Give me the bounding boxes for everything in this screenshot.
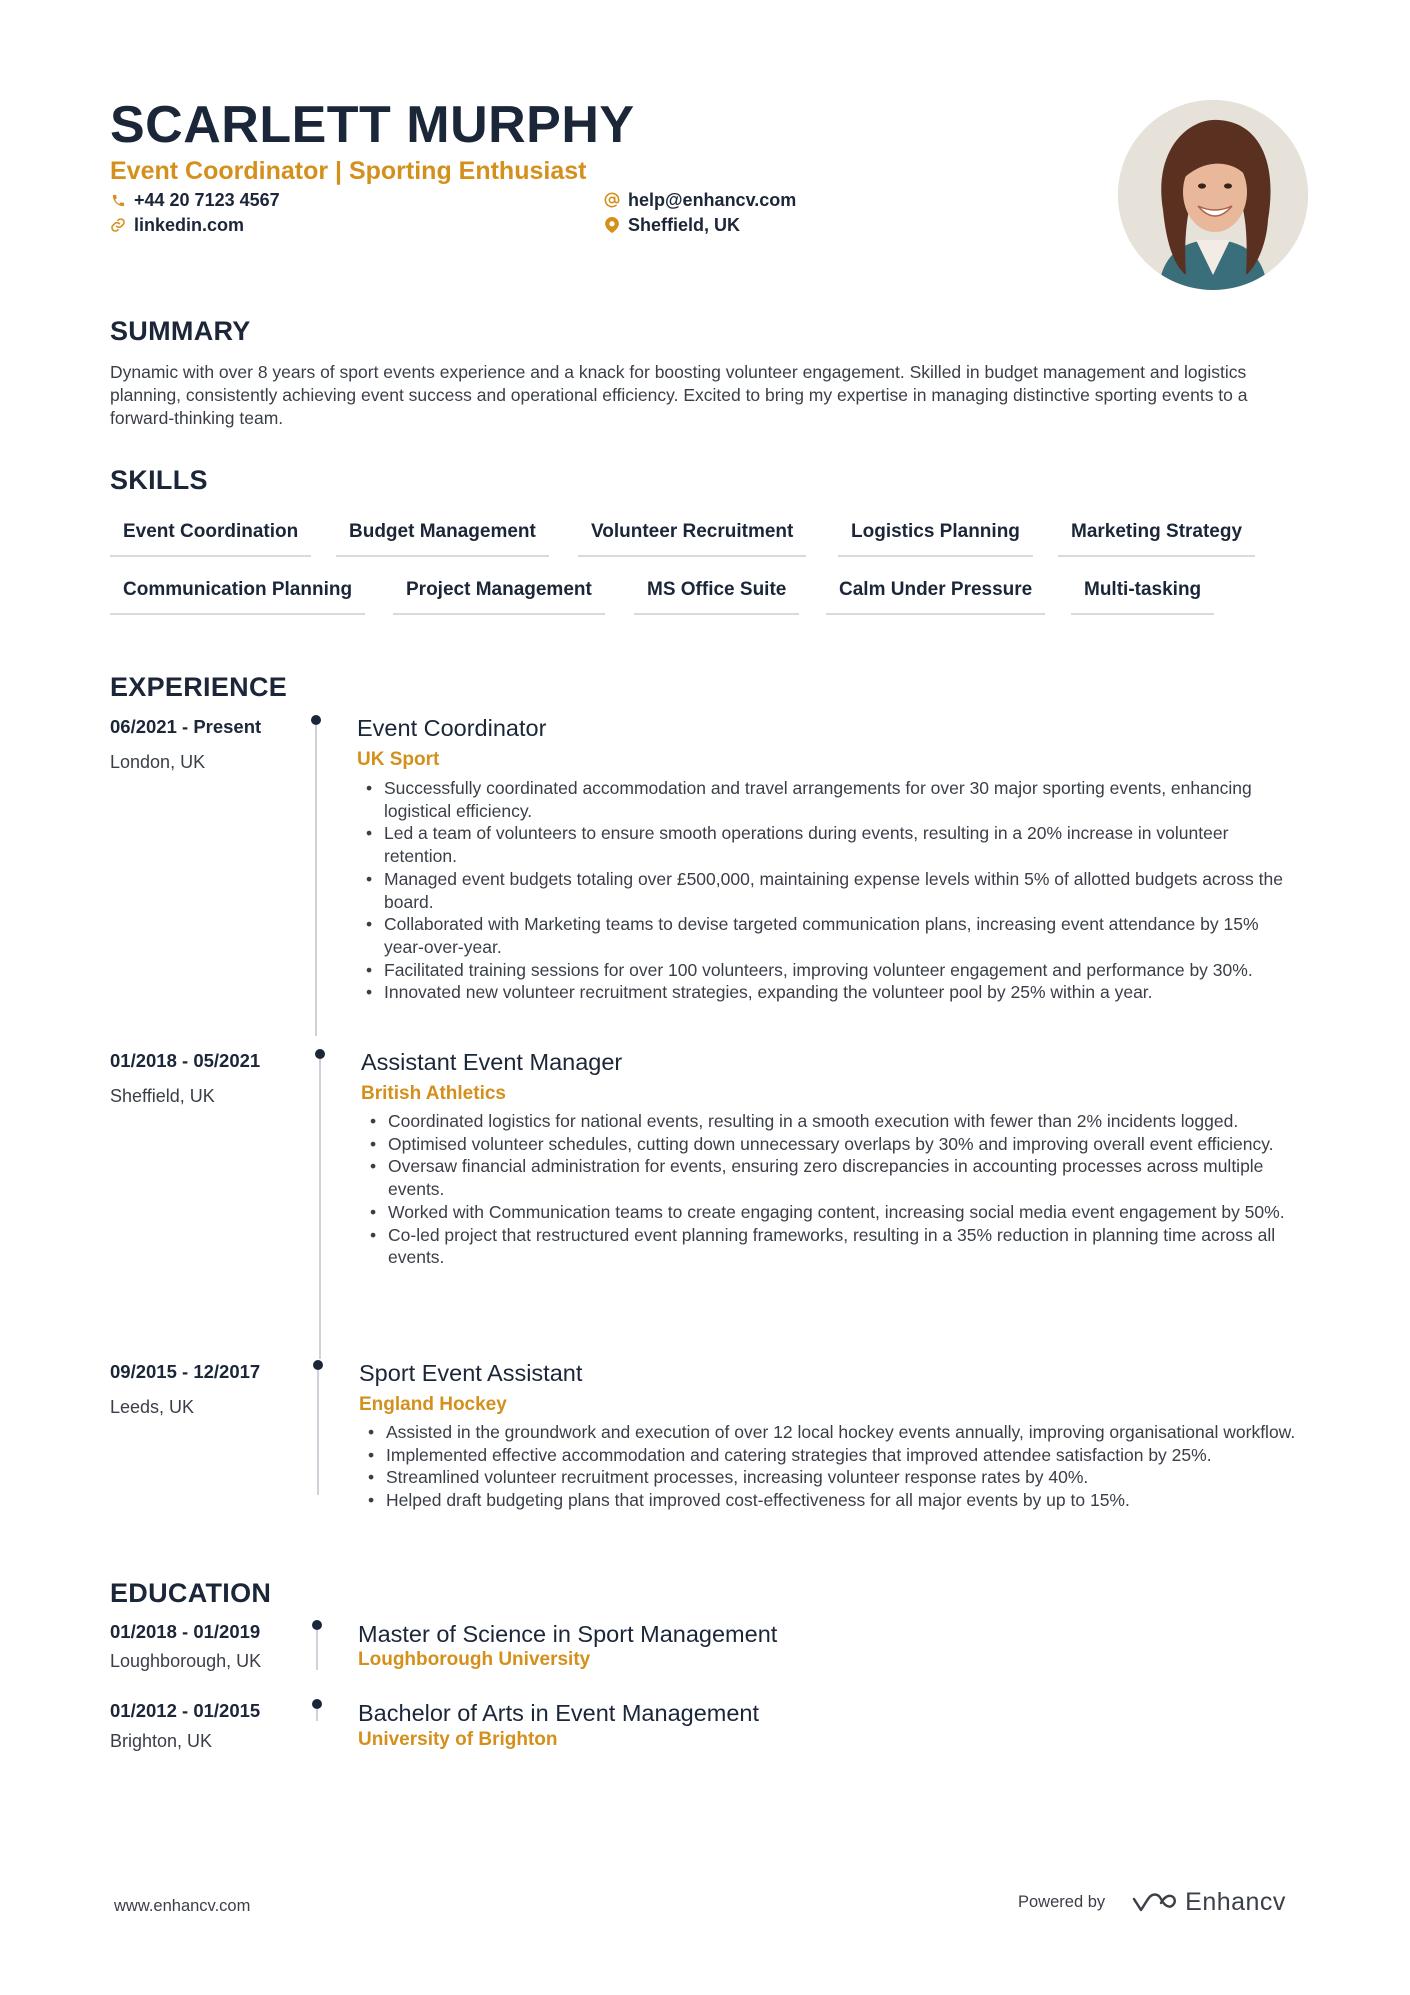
- bullet-item: • Facilitated training sessions for over 100 volunteers, improving volunteer engagement and performance by 30%.: [363, 959, 1303, 982]
- edu-degree: Bachelor of Arts in Event Management: [358, 1700, 760, 1726]
- job-role: Sport Event Assistant: [359, 1360, 583, 1386]
- experience-heading: EXPERIENCE: [110, 672, 288, 702]
- bullet-item: • Collaborated with Marketing teams to devise targeted communication plans, increasing event attendance by 15% year-over-year.: [363, 913, 1303, 958]
- contact-phone: [110, 188, 280, 212]
- skill-tag: Multi-tasking: [1071, 577, 1214, 615]
- job-location: London, UK: [110, 752, 206, 772]
- edu-dates: 01/2018 - 01/2019: [110, 1621, 261, 1642]
- candidate-name: SCARLETT MURPHY: [110, 96, 635, 154]
- phone-icon: [110, 192, 126, 208]
- brand-name: Enhancv: [1185, 1888, 1286, 1916]
- bullet-item: • Co-led project that restructured event planning frameworks, resulting in a 35% reduction in planning time across all events.: [367, 1224, 1312, 1269]
- bullet-item: • Coordinated logistics for national events, resulting in a smooth execution with fewer than 2% incidents logged.: [367, 1110, 1312, 1133]
- timeline-line: [316, 1630, 318, 1670]
- enhancv-logo-icon: [1131, 1890, 1177, 1916]
- at-icon: [604, 192, 620, 208]
- email-link[interactable]: help@enhancv.com: [628, 190, 797, 210]
- timeline-line: [316, 1709, 318, 1721]
- bullet-item: • Helped draft budgeting plans that improved cost-effectiveness for all major events by up to 15%.: [365, 1489, 1310, 1512]
- timeline-line: [317, 1370, 319, 1495]
- location-text: Sheffield, UK: [628, 215, 741, 235]
- timeline-dot: [315, 1049, 325, 1059]
- profile-photo: [1118, 100, 1308, 290]
- bullet-item: • Worked with Communication teams to create engaging content, increasing social media event engagement by 50%.: [367, 1201, 1312, 1224]
- timeline-dot: [312, 1699, 322, 1709]
- candidate-title: Event Coordinator | Sporting Enthusiast: [110, 157, 587, 185]
- summary-text: Dynamic with over 8 years of sport events experience and a knack for boosting volunteer engagement. Skilled in budget management and logistics planning, consistently achieving event success and operational efficiency. Excited to bring my expertise in managing distinctive sporting events to a forward-thinking team.: [110, 362, 1248, 428]
- edu-dates: 01/2012 - 01/2015: [110, 1700, 261, 1721]
- linkedin-link[interactable]: linkedin.com: [134, 215, 245, 235]
- job-role: Assistant Event Manager: [361, 1049, 623, 1075]
- edu-school: Loughborough University: [358, 1649, 591, 1670]
- bullet-item: • Optimised volunteer schedules, cutting down unnecessary overlaps by 30% and improving overall event efficiency.: [367, 1133, 1312, 1156]
- job-bullets: [367, 1110, 1312, 1269]
- skill-tag: Marketing Strategy: [1058, 519, 1255, 557]
- job-dates: 06/2021 - Present: [110, 716, 262, 737]
- job-company: UK Sport: [357, 749, 440, 770]
- phone-text: +44 20 7123 4567: [134, 190, 280, 210]
- powered-by-label: Powered by: [1018, 1893, 1106, 1911]
- enhancv-logo[interactable]: [1131, 1888, 1286, 1917]
- timeline-dot: [311, 715, 321, 725]
- bullet-item: • Successfully coordinated accommodation and travel arrangements for over 30 major sporting events, enhancing logistical efficiency.: [363, 777, 1303, 822]
- job-company: England Hockey: [359, 1394, 507, 1415]
- education-heading: EDUCATION: [110, 1578, 272, 1608]
- job-location: Sheffield, UK: [110, 1086, 215, 1106]
- job-role: Event Coordinator: [357, 715, 547, 741]
- bullet-item: • Implemented effective accommodation and catering strategies that improved attendee satisfaction by 25%.: [365, 1444, 1310, 1467]
- summary-heading: SUMMARY: [110, 316, 251, 346]
- bullet-item: • Innovated new volunteer recruitment strategies, expanding the volunteer pool by 25% within a year.: [363, 981, 1303, 1004]
- job-dates: 01/2018 - 05/2021: [110, 1050, 261, 1071]
- skill-tag: Project Management: [393, 577, 605, 615]
- job-dates: 09/2015 - 12/2017: [110, 1361, 261, 1382]
- bullet-item: • Assisted in the groundwork and execution of over 12 local hockey events annually, improving organisational workflow.: [365, 1421, 1310, 1444]
- link-icon: [110, 217, 126, 233]
- job-bullets: [363, 777, 1303, 1004]
- timeline-line: [319, 1059, 321, 1359]
- contact-location: [604, 213, 740, 237]
- contact-linkedin[interactable]: [110, 213, 244, 237]
- edu-degree: Master of Science in Sport Management: [358, 1621, 778, 1647]
- bullet-item: • Streamlined volunteer recruitment processes, increasing volunteer response rates by 40%.: [365, 1466, 1310, 1489]
- job-company: British Athletics: [361, 1083, 506, 1104]
- timeline-line: [315, 725, 317, 1036]
- edu-school: University of Brighton: [358, 1729, 558, 1750]
- skills-heading: SKILLS: [110, 465, 208, 495]
- footer-branding: [1018, 1888, 1286, 1917]
- contact-email[interactable]: [604, 188, 796, 212]
- skill-tag: Communication Planning: [110, 577, 365, 615]
- skill-tag: Volunteer Recruitment: [578, 519, 806, 557]
- map-pin-icon: [604, 217, 620, 233]
- job-bullets: [365, 1421, 1310, 1512]
- bullet-item: • Led a team of volunteers to ensure smooth operations during events, resulting in a 20% increase in volunteer retention.: [363, 822, 1303, 867]
- bullet-item: • Managed event budgets totaling over £500,000, maintaining expense levels within 5% of allotted budgets across the board.: [363, 868, 1303, 913]
- footer-website[interactable]: www.enhancv.com: [114, 1897, 251, 1915]
- edu-location: Brighton, UK: [110, 1731, 213, 1751]
- bullet-item: • Oversaw financial administration for events, ensuring zero discrepancies in accounting processes across multiple events.: [367, 1155, 1312, 1200]
- timeline-dot: [313, 1360, 323, 1370]
- skill-tag: Budget Management: [336, 519, 549, 557]
- skill-tag: Logistics Planning: [838, 519, 1033, 557]
- skill-tag: Calm Under Pressure: [826, 577, 1045, 615]
- timeline-dot: [312, 1620, 322, 1630]
- edu-location: Loughborough, UK: [110, 1651, 262, 1671]
- skill-tag: Event Coordination: [110, 519, 311, 557]
- job-location: Leeds, UK: [110, 1397, 195, 1417]
- skill-tag: MS Office Suite: [634, 577, 799, 615]
